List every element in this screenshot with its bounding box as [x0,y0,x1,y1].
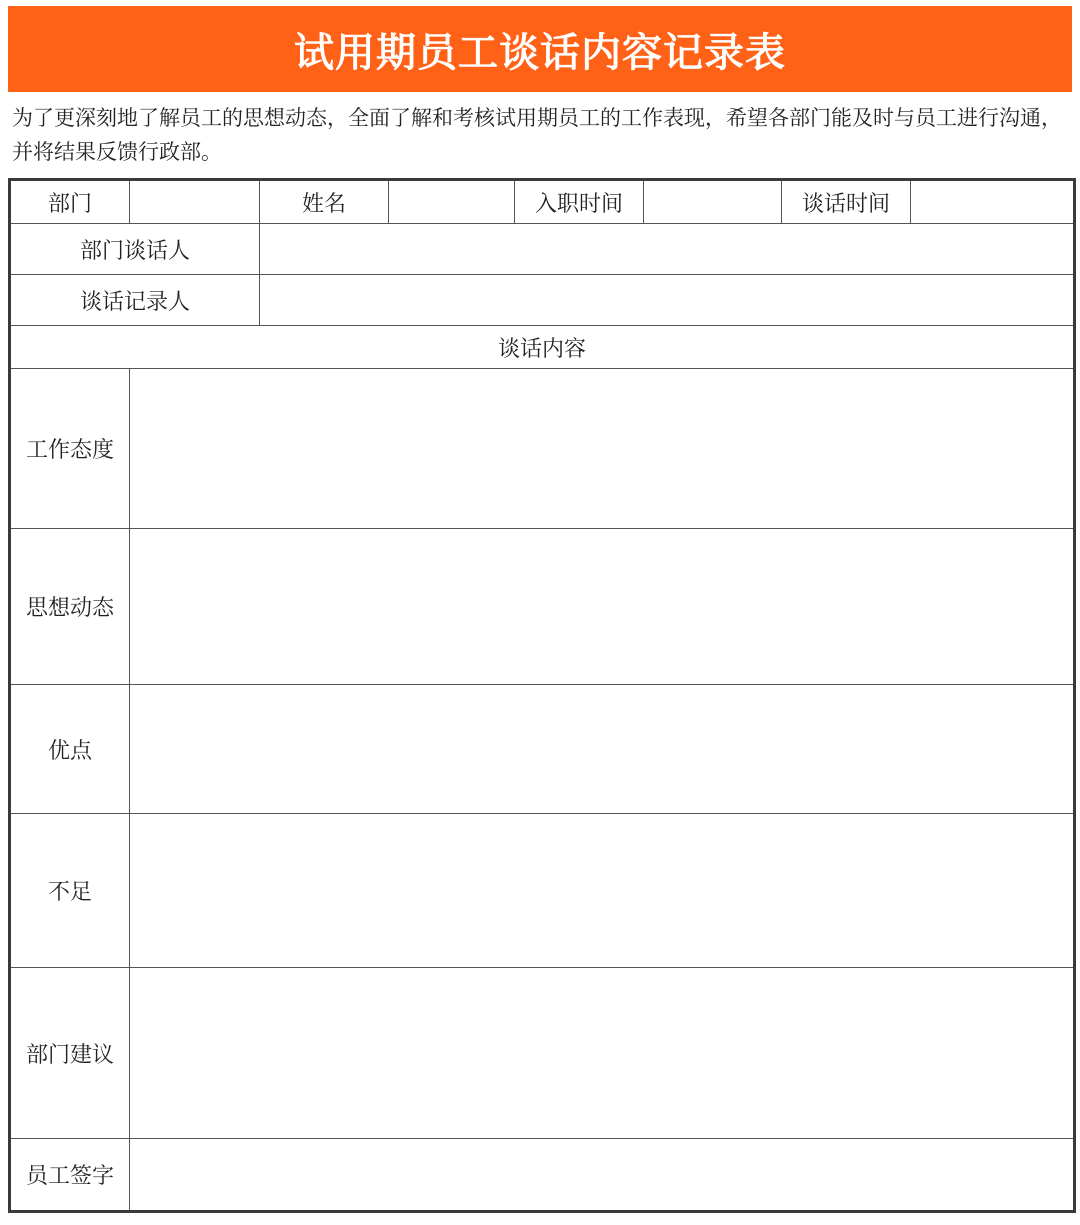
intro-paragraph: 为了更深刻地了解员工的思想动态，全面了解和考核试用期员工的工作表现，希望各部门能及时与员工进行沟通，并将结果反馈行政部。 [12,106,1062,164]
strengths-label: 优点 [10,685,130,814]
thought-dynamics-field[interactable] [130,529,1075,685]
recorder-field[interactable] [260,275,1075,326]
strengths-field[interactable] [130,685,1075,814]
department-label: 部门 [10,180,130,224]
employee-signature-field[interactable] [130,1139,1075,1212]
table-row-thought-dynamics [10,529,1075,685]
section-title: 谈话内容 [10,326,1075,369]
department-suggestion-field[interactable] [130,968,1075,1139]
talk-time-field[interactable] [911,180,1075,224]
talk-time-label: 谈话时间 [782,180,911,224]
title-banner [8,6,1072,92]
weaknesses-label: 不足 [10,814,130,968]
work-attitude-label: 工作态度 [10,369,130,529]
table-row-employee-signature [10,1139,1075,1212]
page-title: 试用期员工谈话内容记录表 [294,29,786,76]
interview-record-table [8,178,1076,1213]
weaknesses-field[interactable] [130,814,1075,968]
table-row-work-attitude [10,369,1075,529]
table-row-weaknesses [10,814,1075,968]
table-row-section-title [10,326,1075,369]
table-row-department-suggestion [10,968,1075,1139]
interviewer-field[interactable] [260,224,1075,275]
table-row-strengths [10,685,1075,814]
name-field[interactable] [389,180,515,224]
name-label: 姓名 [260,180,389,224]
table-row-interviewer [10,224,1075,275]
hire-date-field[interactable] [644,180,782,224]
hire-date-label: 入职时间 [515,180,644,224]
work-attitude-field[interactable] [130,369,1075,529]
table-row-basic-info [10,180,1075,224]
table-row-recorder [10,275,1075,326]
recorder-label: 谈话记录人 [10,275,260,326]
department-field[interactable] [130,180,260,224]
interviewer-label: 部门谈话人 [10,224,260,275]
thought-dynamics-label: 思想动态 [10,529,130,685]
employee-signature-label: 员工签字 [10,1139,130,1212]
department-suggestion-label: 部门建议 [10,968,130,1139]
